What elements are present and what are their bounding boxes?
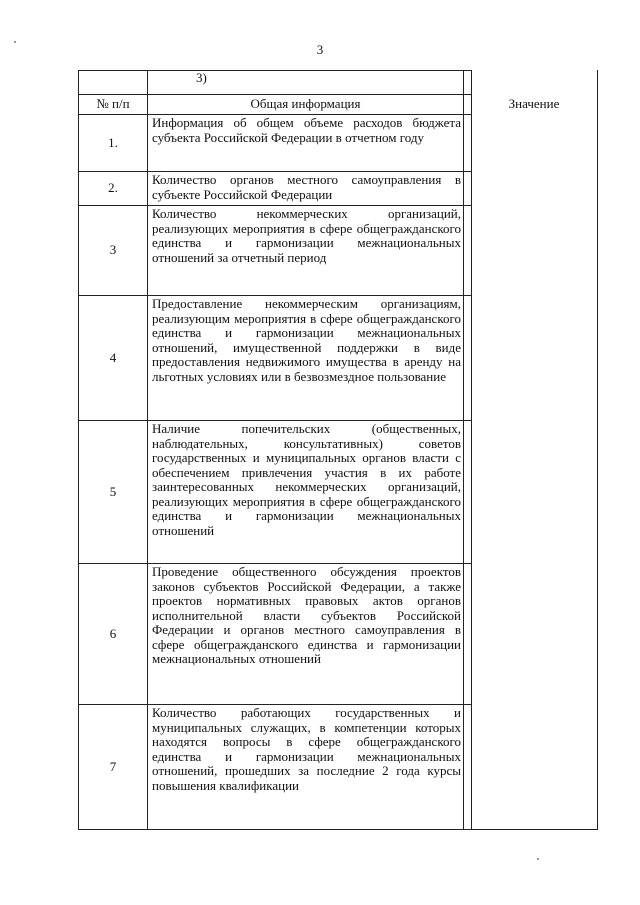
table-row: [79, 564, 472, 705]
table-row: [79, 115, 472, 172]
row-number: 2.: [79, 172, 148, 206]
value-column-bottom: [470, 829, 598, 830]
value-column-border: [597, 70, 599, 830]
row-value: [464, 206, 472, 296]
marker-info-cell: [148, 71, 464, 95]
page-number: 3: [316, 42, 324, 57]
row-info: Количество работающих государственных и муниципальных служащих, в компетенции которых находятся вопросы в сфере общегражданского единства и гармонизации межнациональных отношений, прошедших за последние 2 года курсы повышения квалификации: [148, 705, 464, 830]
row-info: Количество органов местного самоуправления в субъекте Российской Федерации: [148, 172, 464, 206]
table-row: [79, 421, 472, 564]
row-info: Количество некоммерческих организаций, реализующих мероприятия в сфере общегражданского единства и гармонизации межнациональных отношений за отчетный период: [148, 206, 464, 296]
row-info: Информация об общем объеме расходов бюджета субъекта Российской Федерации в отчетном году: [148, 115, 464, 172]
scan-artifact: [14, 41, 16, 43]
row-value: [464, 296, 472, 421]
scan-artifact: [537, 858, 539, 860]
row-number: 4: [79, 296, 148, 421]
subsection-marker: 3): [196, 70, 207, 85]
table-row: [79, 172, 472, 206]
row-value: [464, 421, 472, 564]
table-row: [79, 206, 472, 296]
row-number: 5: [79, 421, 148, 564]
row-value: [464, 115, 472, 172]
row-number: 7: [79, 705, 148, 830]
table-row: [79, 296, 472, 421]
header-info: Общая информация: [148, 95, 464, 115]
row-number: 6: [79, 564, 148, 705]
marker-row: [79, 71, 472, 95]
table-header-row: [79, 95, 472, 115]
table-row: [79, 705, 472, 830]
marker-num-cell: [79, 71, 148, 95]
header-number: № п/п: [79, 95, 148, 115]
row-info: Предоставление некоммерческим организациям, реализующим мероприятия в сфере общегражданского единства и гармонизации межнациональных отношений, имущественной поддержки в виде предоставления недвижимого имущества в аренду на льготных условиях или в безвозмездное пользование: [148, 296, 464, 421]
general-info-table: [78, 70, 472, 830]
row-value: [464, 564, 472, 705]
header-value: Значение: [508, 96, 560, 111]
row-info: Наличие попечительских (общественных, наблюдательных, консультативных) советов государственных и муниципальных органов власти с обеспечением привлечения участия в их работе заинтересованных некоммерческих организаций, реализующих мероприятия в сфере общегражданского единства и гармонизации межнациональных отношений: [148, 421, 464, 564]
marker-val-cell: [464, 71, 472, 95]
row-info: Проведение общественного обсуждения проектов законов субъектов Российской Федерации, а также проектов нормативных правовых актов органов исполнительной власти субъектов Российской Федерации и органов местного самоуправления в сфере общегражданского единства и гармонизации межнациональных отношений: [148, 564, 464, 705]
row-number: 1.: [79, 115, 148, 172]
row-value: [464, 172, 472, 206]
row-value: [464, 705, 472, 830]
row-number: 3: [79, 206, 148, 296]
